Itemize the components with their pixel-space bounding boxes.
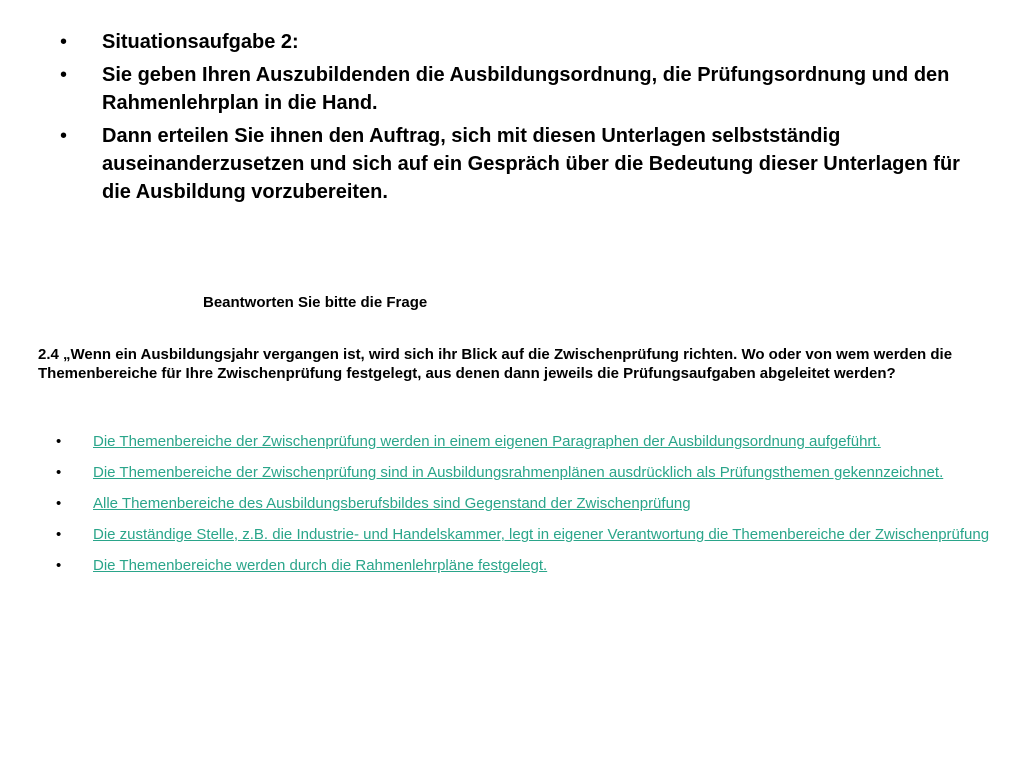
bullet-marker: • — [56, 433, 62, 450]
answer-option-link-2[interactable]: Die Themenbereiche der Zwischenprüfung sind in Ausbildungsrahmenplänen ausdrücklich als Prüfungsthemen gekennzeichnet. — [93, 464, 944, 481]
intro-item-text: Dann erteilen Sie ihnen den Auftrag, sich mit diesen Unterlagen selbstständig auseinanderzusetzen und sich auf ein Gespräch über die Bedeutung dieser Unterlagen für die Ausbildung vorzubereiten. — [102, 125, 960, 203]
intro-item — [60, 122, 960, 206]
answer-option-link-5[interactable]: Die Themenbereiche werden durch die Rahmenlehrpläne festgelegt. — [93, 557, 548, 574]
answer-option-link-1[interactable]: Die Themenbereiche der Zwischenprüfung werden in einem eigenen Paragraphen der Ausbildungsordnung aufgeführt. — [93, 433, 881, 450]
intro-item-text: Sie geben Ihren Auszubildenden die Ausbildungsordnung, die Prüfungsordnung und den Rahmenlehrplan in die Hand. — [102, 64, 950, 114]
bullet-marker: • — [60, 125, 68, 147]
answer-option — [56, 524, 996, 545]
bullet-marker: • — [60, 64, 68, 86]
bullet-marker: • — [56, 526, 62, 543]
answer-list — [56, 431, 996, 586]
answer-option — [56, 431, 996, 452]
bullet-marker: • — [56, 557, 62, 574]
bullet-marker: • — [56, 495, 62, 512]
intro-item — [60, 61, 960, 117]
answer-option-link-3[interactable]: Alle Themenbereiche des Ausbildungsberufsbildes sind Gegenstand der Zwischenprüfung — [93, 495, 691, 512]
intro-item — [60, 28, 960, 56]
intro-list — [60, 28, 960, 211]
answer-option — [56, 493, 996, 514]
intro-item-text: Situationsaufgabe 2: — [102, 31, 299, 53]
question-prompt: Beantworten Sie bitte die Frage — [203, 294, 428, 311]
answer-option — [56, 462, 996, 483]
bullet-marker: • — [60, 31, 68, 53]
bullet-marker: • — [56, 464, 62, 481]
answer-option — [56, 555, 996, 576]
question-text: 2.4 „Wenn ein Ausbildungsjahr vergangen ist, wird sich ihr Blick auf die Zwischenprüfung richten. Wo oder von wem werden die Themenbereiche für Ihre Zwischenprüfung festgelegt, aus denen dann jeweils die Prüfungsaufgaben abgeleitet werden? — [38, 346, 953, 382]
answer-option-link-4[interactable]: Die zuständige Stelle, z.B. die Industrie- und Handelskammer, legt in eigener Verantwortung die Themenbereiche der Zwischenprüfung — [93, 526, 990, 543]
